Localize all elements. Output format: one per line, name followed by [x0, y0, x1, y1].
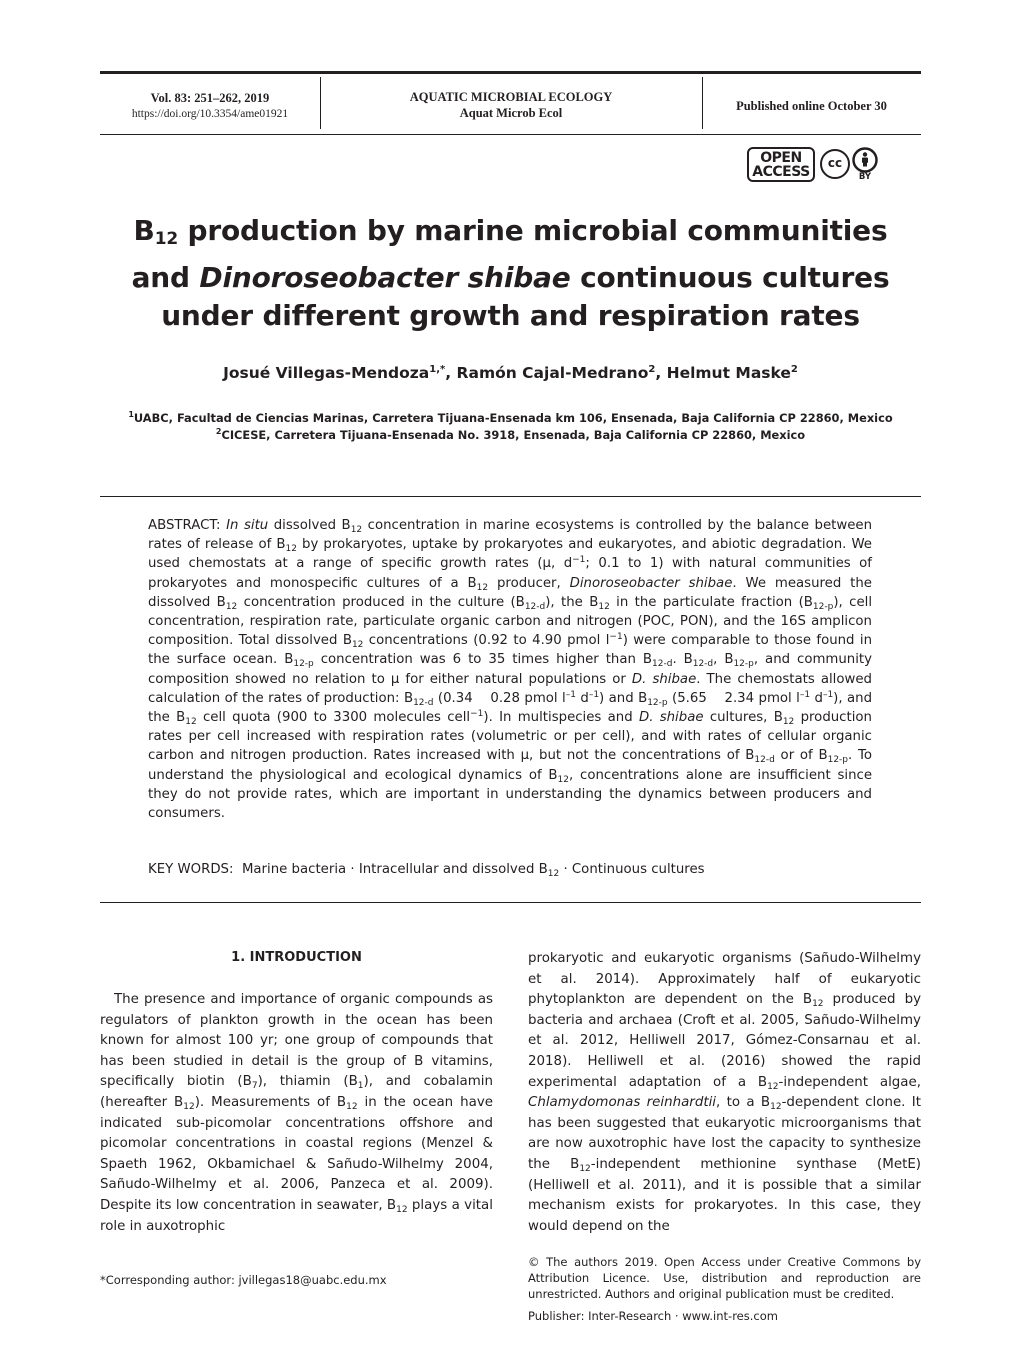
- journal-abbrev: Aquat Microb Ecol: [459, 106, 563, 120]
- abstract-bottom-rule: [100, 902, 921, 903]
- intro-left-column: The presence and importance of organic compounds as regulators of plankton growth in the ocean has been known for almost 100 yr; one group of compounds that has been studied in detail is the group of B vitamins, specifically biotin $(B_7)$, thiamin $(B_1)$, and cobalamin (hereafter $B_{12}$). Measurements of $B_{12}$ in the ocean have indicated sub-picomolar concentrations offshore and picomolar concentrations in coastal regions (Menzel & Spaeth 1962, Okbamichael & Sañudo-Wilhelmy 2004, Sañudo-Wilhelmy et al. 2006, Panzeca et al. 2009). Despite its low concentration in seawater, $B_{12}$ plays a vital role in auxotrophic: [100, 992, 494, 1234]
- abstract-top-rule: [100, 496, 921, 497]
- author-list: Josué Villegas-Mendoza$^{1,*}$, Ramón Cajal-Medrano$^2$, Helmut Maske$^2$: [223, 364, 798, 383]
- open-access-badge: [747, 147, 815, 182]
- cc-icon: [820, 149, 850, 179]
- author-3: , Helmut Maske: [655, 364, 791, 383]
- intro-right-column: prokaryotic and eukaryotic organisms (Sañudo-Wilhelmy et al. 2014). Approximately half of eukaryotic phytoplankton are dependent on the $B_{12}$ produced by bacteria and archaea (Croft et al. 2005, Sañudo-Wilhelmy et al. 2012, Helliwell 2017, Gómez-Consarnau et al. 2018). Helliwell et al. (2016) showed the rapid experimental adaptation of a $B_{12}$-independent algae, Chlamydomonas reinhardtii, to a $B_{12}$-dependent clone. It has been suggested that eukaryotic microorganisms that are now auxotrophic have lost the capacity to synthesize the $B_{12}$-independent methionine synthase (MetE) (Helliwell et al. 2011), and it is possible that a similar mechanism exists for prokaryotes. In this case, they would depend on the: [528, 951, 922, 1234]
- cc-label: cc: [827, 156, 843, 170]
- title-line-1: $B_{12}$ production by marine microbial communities: [133, 214, 888, 249]
- header-top-rule: [100, 71, 921, 74]
- affiliation-2: $^2$CICESE, Carretera Tijuana-Ensenada No. 3918, Ensenada, Baja California CP 22860, Mexico: [215, 427, 806, 442]
- publication-date: Published online October 30: [736, 99, 887, 113]
- author-2: , Ramón Cajal-Medrano: [445, 364, 649, 383]
- corresponding-author: *Corresponding author: jvillegas18@uabc.edu.mx: [100, 1273, 387, 1287]
- copyright-notice: © The authors 2019. Open Access under Creative Commons by Attribution Licence. Use, distribution and reproduction are unrestricted. Authors and original publication must be credited.: [528, 1255, 921, 1301]
- doi-link[interactable]: https://doi.org/10.3354/ame01921: [131, 108, 289, 120]
- title-line-2: and Dinoroseobacter shibae continuous cultures: [131, 260, 890, 294]
- article-title: [100, 212, 921, 336]
- by-label: BY: [858, 172, 872, 182]
- keywords-label: KEY WORDS:: [148, 862, 234, 877]
- journal-name: AQUATIC MICROBIAL ECOLOGY: [409, 90, 613, 104]
- open-access-line2: ACCESS: [752, 164, 810, 180]
- publisher-line: Publisher: Inter-Research · www.int-res.com: [528, 1309, 778, 1323]
- header-journal-block: [320, 89, 702, 121]
- open-access-line1: OPEN: [760, 150, 802, 166]
- author-1: Josué Villegas-Mendoza: [223, 364, 430, 383]
- volume-info: Vol. 83: 251–262, 2019: [150, 91, 270, 105]
- abstract: ABSTRACT: In situ dissolved $B_{12}$ concentration in marine ecosystems is controlled by the balance between rates of release of $B_{12}$ by prokaryotes, uptake by prokaryotes and eukaryotes, and abiotic degradation. We used chemostats at a range of specific growth rates (µ, $d^{-1}$; 0.1 to 1) with natural communities of prokaryotes and monospecific cultures of a $B_{12}$ producer, Dinoroseobacter shibae. We measured the dissolved $B_{12}$ concentration produced in the culture $(B_{12-d})$, the $B_{12}$ in the particulate fraction $(B_{12-p})$, cell concentration, respiration rate, particulate organic carbon and nitrogen (POC, PON), and the 16S amplicon composition. Total dissolved $B_{12}$ concentrations (0.92 to 4.90 pmol $l^{-1}$) were comparable to those found in the surface ocean. $B_{12-p}$ concentration was 6 to 35 times higher than $B_{12-d}$. $B_{12-d}$, $B_{12-p}$, and community composition showed no relation to µ for either natural populations or D. shibae. The chemostats allowed calculation of the rates of production: $B_{12-d}$ (0.34 0.28 pmol $l^{-1}$ $d^{-1}$) and $B_{12-p}$ (5.65 2.34 pmol $l^{-1}$ $d^{-1}$), and the $B_{12}$ cell quota (900 to 3300 molecules cell$^{-1}$). In multispecies and D. shibae cultures, $B_{12}$ production rates per cell increased with respiration rates (volumetric or per cell), and with rates of cellular organic carbon and nitrogen production. Rates increased with µ, but not the concentrations of $B_{12-d}$ or of $B_{12-p}$. To understand the physiological and ecological dynamics of $B_{12}$, concentrations alone are insufficient since they do not provide rates, which are important in understanding the dynamics between producers and consumers.: [148, 518, 873, 822]
- keywords: KEY WORDS: Marine bacteria · Intracellular and dissolved $B_{12}$ · Continuous cultures: [148, 862, 705, 879]
- by-icon: [852, 147, 878, 183]
- abstract-label: ABSTRACT:: [148, 518, 221, 533]
- header-bottom-rule: [100, 134, 921, 135]
- affiliation-1: $^1$UABC, Facultad de Ciencias Marinas, Carretera Tijuana-Ensenada km 106, Ensenada, Baja California CP 22860, Mexico: [128, 410, 893, 425]
- title-line-3: under different growth and respiration rates: [161, 299, 860, 332]
- section-heading-introduction: 1. INTRODUCTION: [231, 950, 362, 965]
- header-volume-block: [100, 90, 320, 122]
